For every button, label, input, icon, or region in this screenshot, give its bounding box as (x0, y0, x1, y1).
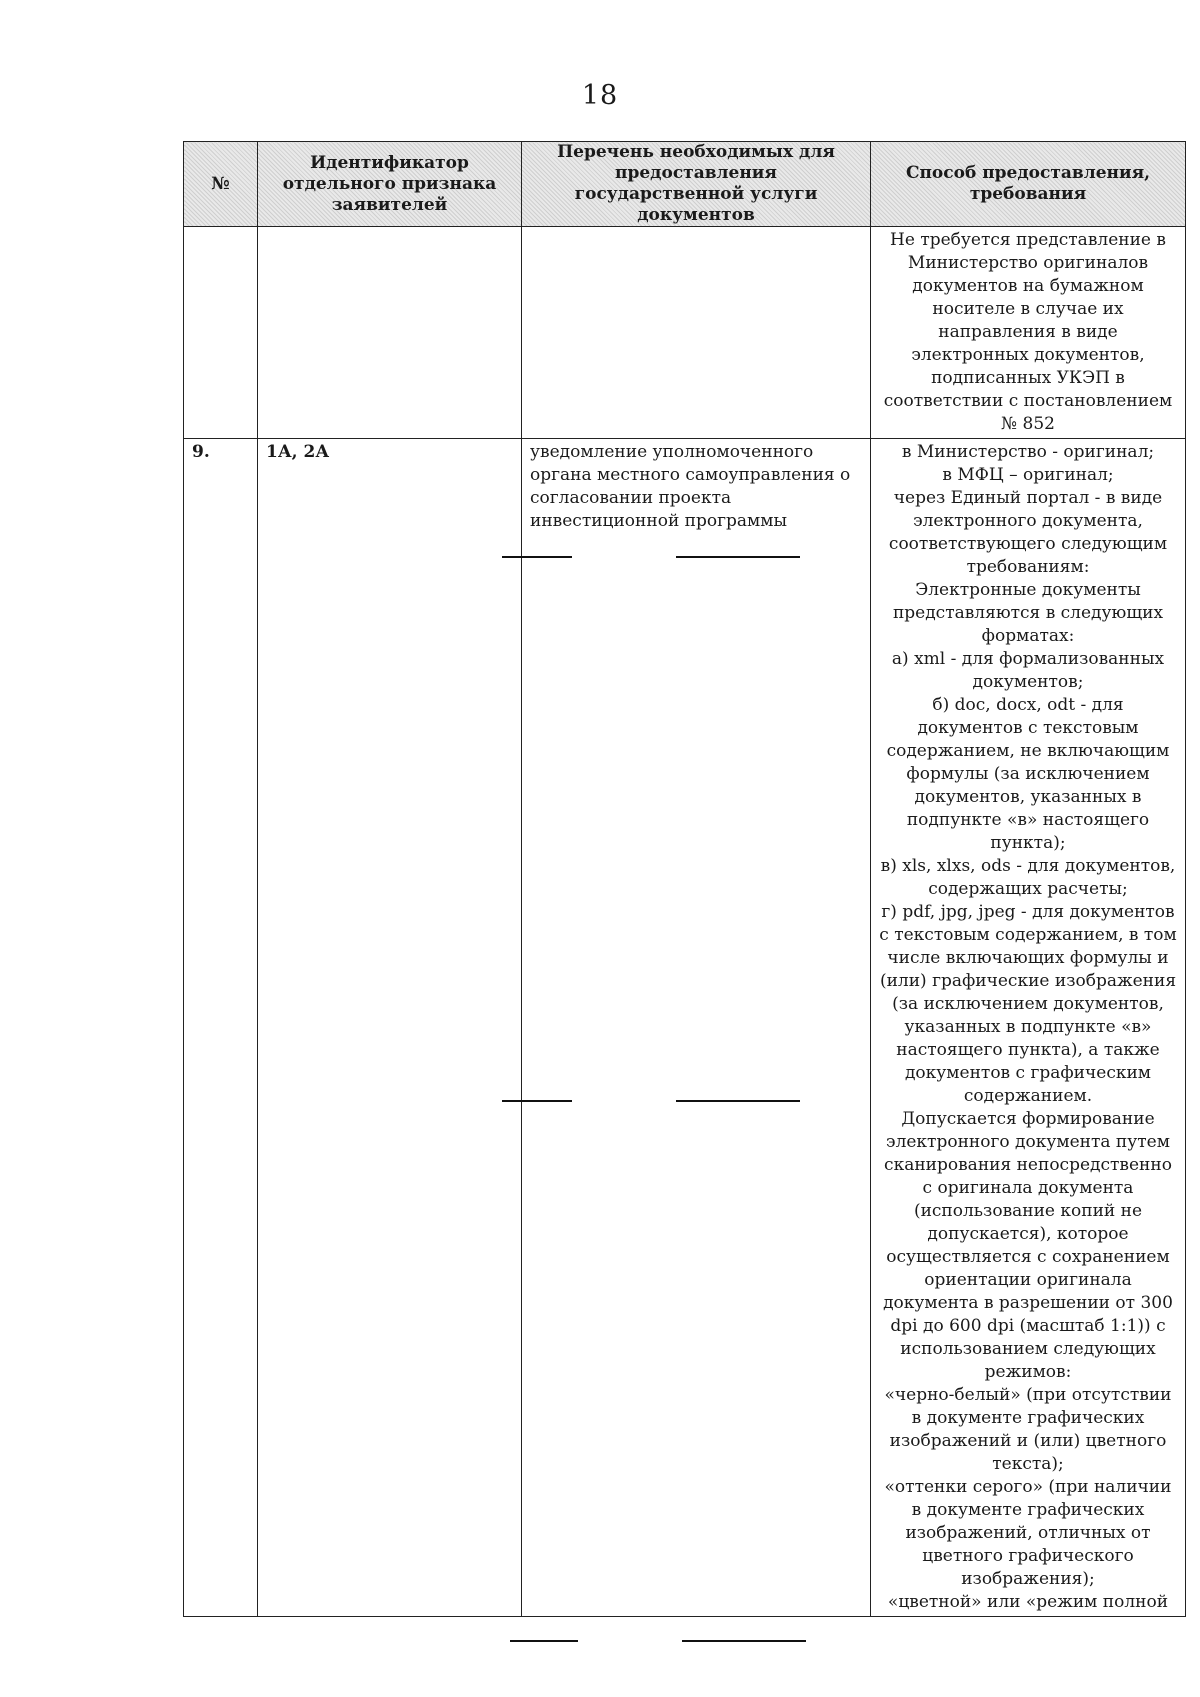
table-row-continuation (184, 227, 1186, 439)
cell-method (871, 439, 1186, 1617)
method-line: «оттенки серого» (при наличии в документе графических изображений, отличных от цветного графического изображения); (884, 1477, 1172, 1589)
method-line: через Единый портал - в виде электронного документа, соответствующего следующим требованиям: (888, 488, 1168, 577)
cell-number: 9. (184, 439, 258, 1617)
cell-method: Не требуется представление в Министерство оригиналов документов на бумажном носителе в случае их направления в виде электронных документов, подписанных УКЭП в соответствии с постановлением № 852 (871, 227, 1186, 439)
table-header-row (184, 142, 1186, 227)
method-line: «черно-белый» (при отсутствии в документе графических изображений и (или) цветного текста); (884, 1385, 1172, 1474)
scan-artifact-stroke (502, 556, 572, 558)
table-row-9 (184, 439, 1186, 1617)
header-method: Способ предоставления, требования (871, 142, 1186, 227)
method-line: г) pdf, jpg, jpeg - для документов с текстовым содержанием, в том числе включающих формулы и (или) графические изображения (за исключением документов, указанных в подпункте «в» настоящего пункта), а также документов с графическим содержанием. (879, 902, 1177, 1106)
cell-number (184, 227, 258, 439)
method-line: б) doc, docx, odt - для документов с текстовым содержанием, не включающим формулы (за исключением документов, указанных в подпункте «в» настоящего пункта); (886, 695, 1170, 853)
cell-identifier: 1А, 2А (258, 439, 522, 1617)
header-documents: Перечень необходимых для предоставления государственной услуги документов (522, 142, 871, 227)
method-line: Электронные документы представляются в следующих форматах: (892, 580, 1164, 646)
scan-artifact-stroke (682, 1640, 806, 1642)
header-number: № (184, 142, 258, 227)
scan-artifact-stroke (676, 556, 800, 558)
scan-artifact-stroke (676, 1100, 800, 1102)
page-number: 18 (581, 80, 619, 111)
method-line: «цветной» или «режим полной (887, 1592, 1169, 1612)
cell-identifier (258, 227, 522, 439)
method-line: в Министерство - оригинал; (901, 442, 1155, 462)
header-identifier: Идентификатор отдельного признака заявителей (258, 142, 522, 227)
method-line: а) xml - для формализованных документов; (891, 649, 1165, 692)
cell-documents: уведомление уполномоченного органа местного самоуправления о согласовании проекта инвестиционной программы (522, 439, 871, 1617)
scan-artifact-stroke (510, 1640, 578, 1642)
method-line: в МФЦ – оригинал; (942, 465, 1114, 485)
scan-artifact-stroke (502, 1100, 572, 1102)
method-line: в) xls, xlxs, ods - для документов, содержащих расчеты; (880, 856, 1176, 899)
method-line: Допускается формирование электронного документа путем сканирования непосредственно с оригинала документа (использование копий не допускается), которое осуществляется с сохранением ориентации оригинала документа в разрешении от 300 dpi до 600 dpi (масштаб 1:1)) с использованием следующих режимов: (883, 1109, 1173, 1382)
services-documents-table (183, 141, 1186, 1617)
cell-documents (522, 227, 871, 439)
